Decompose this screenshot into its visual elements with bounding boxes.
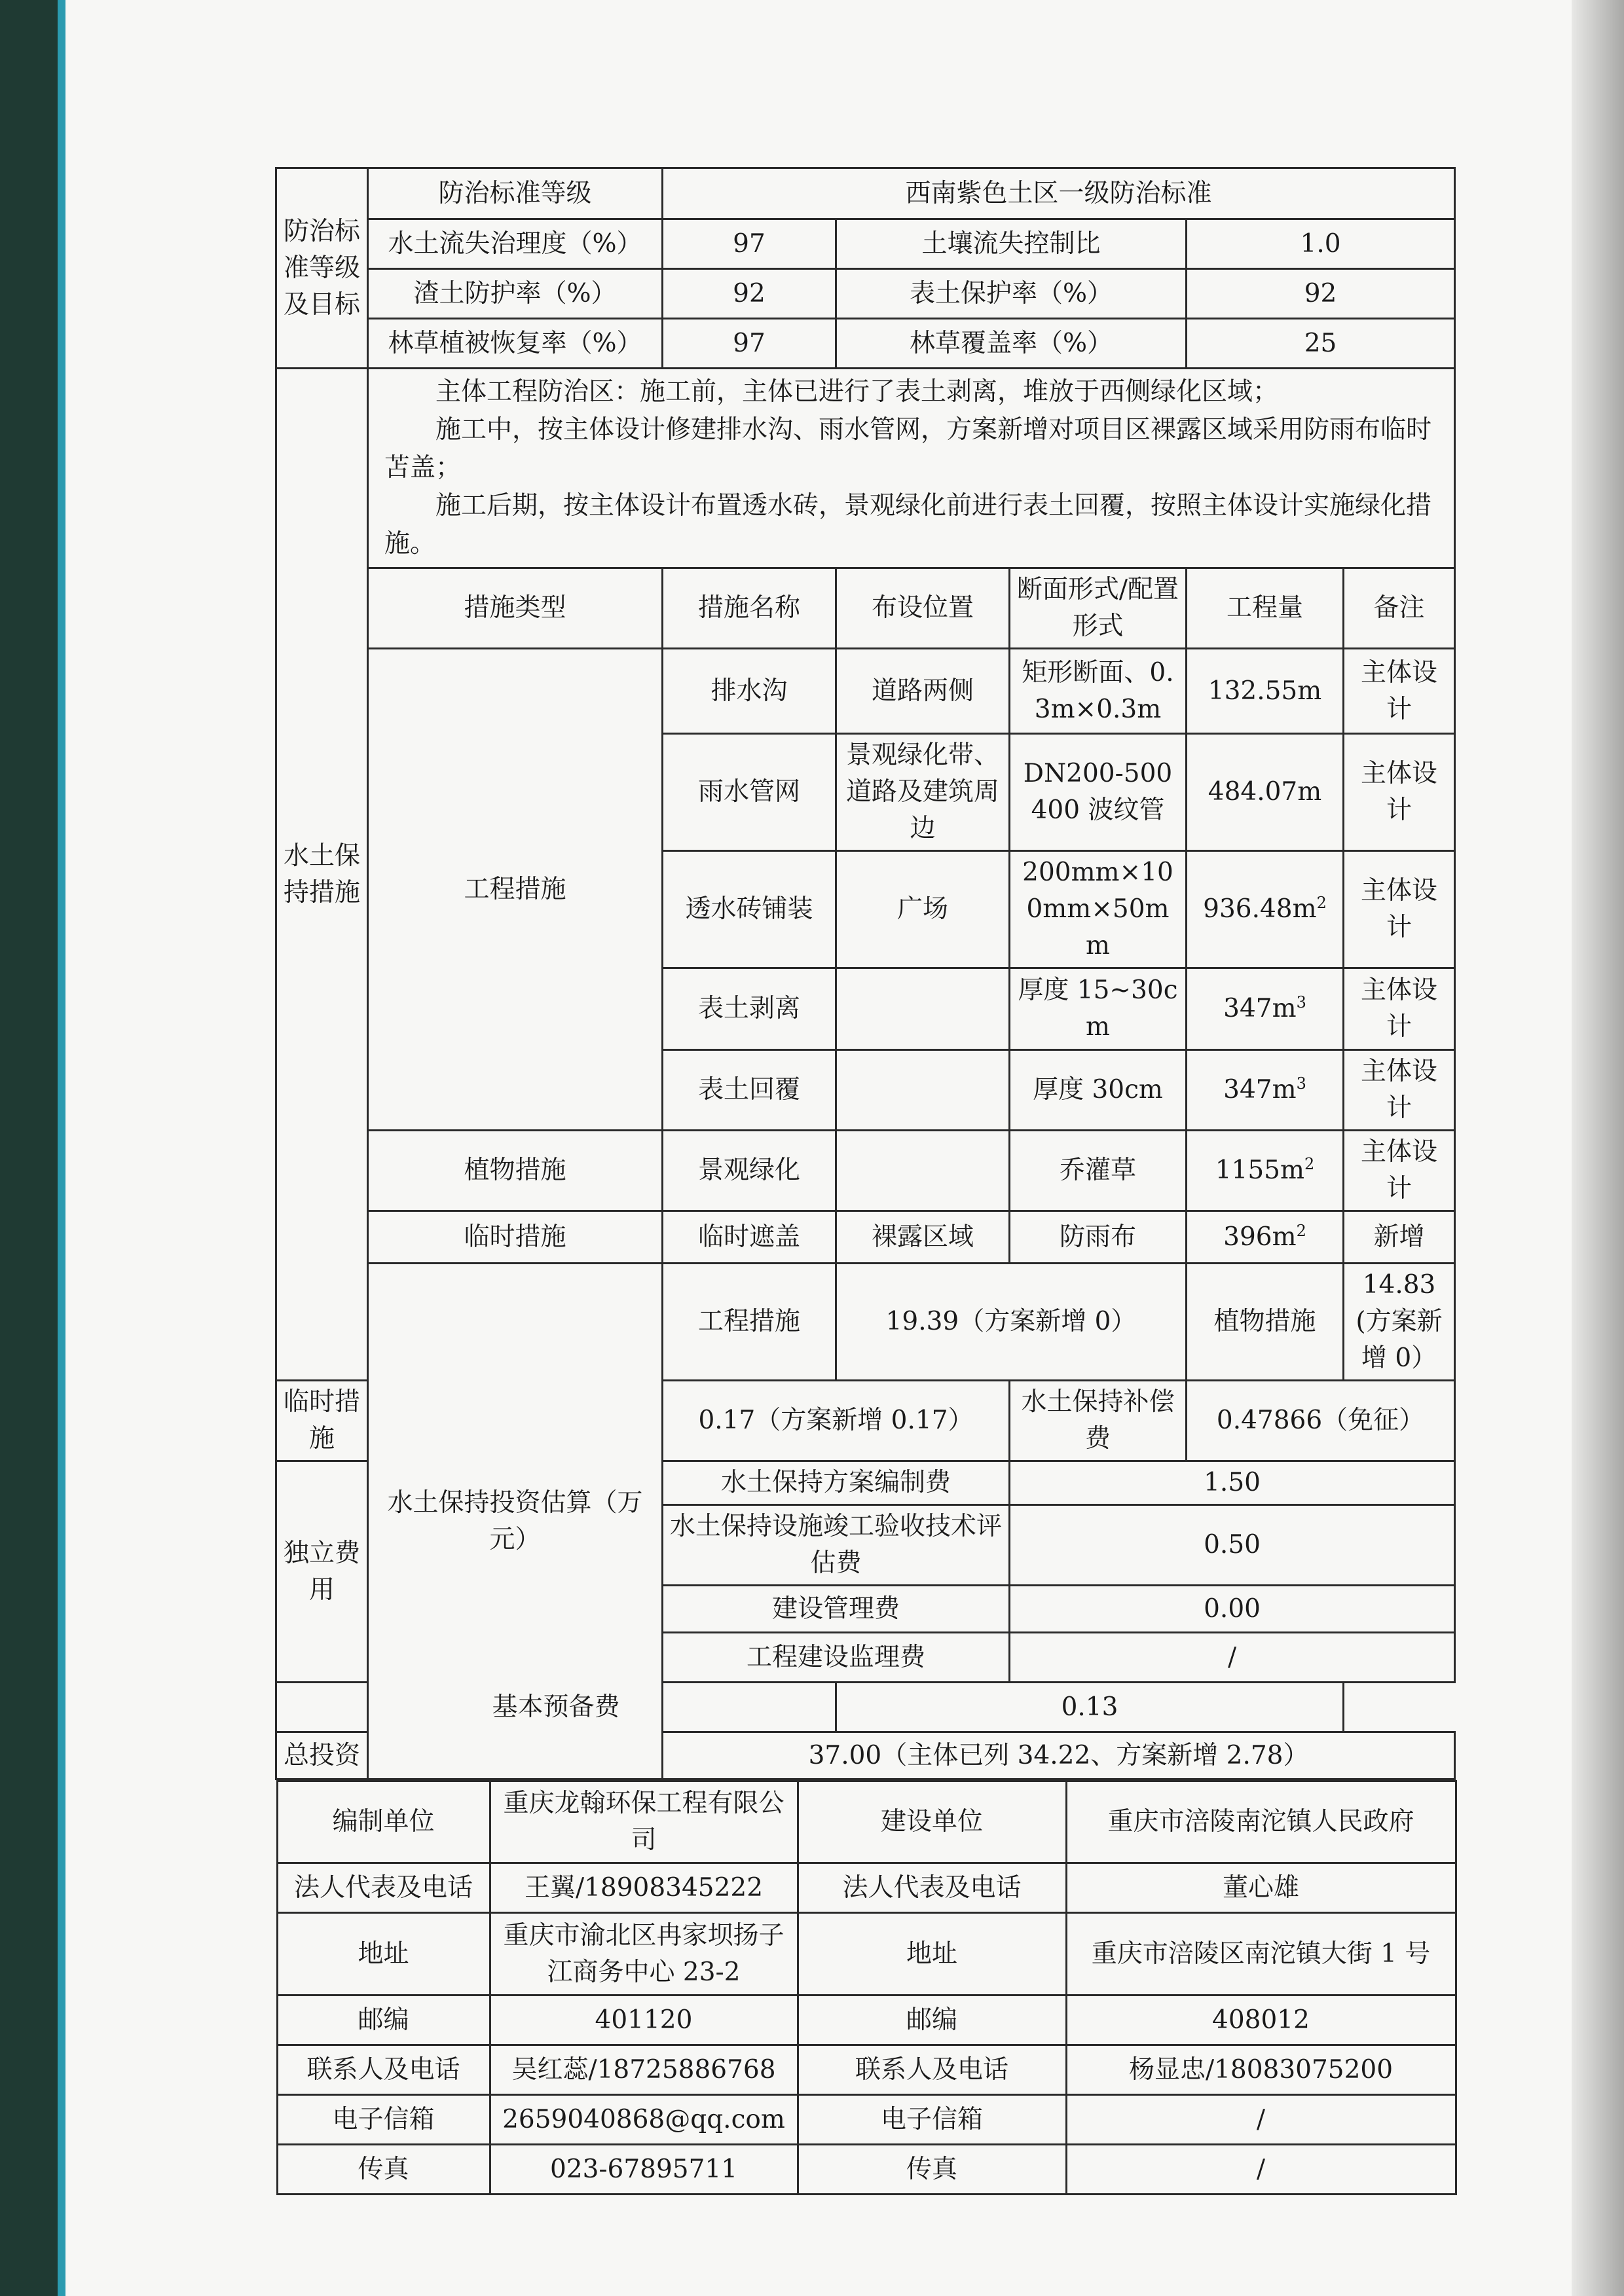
measure-location [836, 1131, 1010, 1211]
contact-value: 重庆市涪陵区南沱镇大街 1 号 [1066, 1913, 1456, 1995]
contact-table [276, 1780, 1457, 2195]
contact-row [277, 1863, 1456, 1913]
target-value: 92 [1187, 269, 1455, 319]
contact-row [277, 2145, 1456, 2195]
measures-description [368, 369, 1455, 568]
measure-note: 主体设计 [1344, 1131, 1455, 1211]
contact-row [277, 2095, 1456, 2145]
measure-qty [1187, 851, 1344, 968]
target-value: 97 [663, 219, 836, 269]
contact-label: 编制单位 [277, 1781, 490, 1863]
invest-value: 19.39（方案新增 0） [836, 1264, 1187, 1381]
target-row [276, 319, 1455, 369]
contact-label: 邮编 [798, 1995, 1066, 2045]
plant-measure-row [276, 1131, 1455, 1211]
contact-value: 401120 [490, 1995, 798, 2045]
measure-type: 临时措施 [368, 1211, 663, 1264]
contact-row [276, 1779, 1455, 2196]
measure-name: 表土剥离 [663, 968, 836, 1050]
contact-label: 传真 [798, 2145, 1066, 2195]
qty-number: 396m [1223, 1222, 1297, 1252]
header-cell: 断面形式/配置形式 [1010, 568, 1187, 649]
target-value: 1.0 [1187, 219, 1455, 269]
contact-value: 408012 [1066, 1995, 1456, 2045]
invest-label: 水土保持补偿费 [1010, 1381, 1187, 1461]
measure-qty [1187, 1131, 1344, 1211]
qty-number: 347m [1223, 1075, 1297, 1104]
fee-value: / [1010, 1633, 1455, 1683]
measure-name: 景观绿化 [663, 1131, 836, 1211]
contact-row [277, 1913, 1456, 1995]
total-label: 总投资 [276, 1732, 368, 1779]
contact-label: 建设单位 [798, 1781, 1066, 1863]
target-value: 97 [663, 319, 836, 369]
fee-label: 建设管理费 [663, 1586, 1010, 1633]
measure-form: 厚度 15~30cm [1010, 968, 1187, 1050]
measure-name: 临时遮盖 [663, 1211, 836, 1264]
target-value: 25 [1187, 319, 1455, 369]
fee-value: 0.00 [1010, 1586, 1455, 1633]
contact-value: 董心雄 [1066, 1863, 1456, 1913]
header-cell: 布设位置 [836, 568, 1010, 649]
target-value: 92 [663, 269, 836, 319]
invest-value: 0.17（方案新增 0.17） [663, 1381, 1010, 1461]
contact-value: 重庆市渝北区冉家坝扬子江商务中心 23-2 [490, 1913, 798, 1995]
measure-note: 主体设计 [1344, 734, 1455, 851]
target-label: 渣土防护率（%） [368, 269, 663, 319]
measure-location: 道路两侧 [836, 649, 1010, 734]
target-label: 表土保护率（%） [836, 269, 1187, 319]
target-label: 水土流失治理度（%） [368, 219, 663, 269]
contact-label: 联系人及电话 [277, 2045, 490, 2095]
measure-note: 主体设计 [1344, 649, 1455, 734]
reserve-value: 0.13 [836, 1683, 1344, 1732]
measure-location [836, 1050, 1010, 1131]
contact-row [277, 1995, 1456, 2045]
grade-value: 西南紫色土区一级防治标准 [663, 168, 1455, 219]
measure-note: 主体设计 [1344, 1050, 1455, 1131]
target-row [276, 219, 1455, 269]
header-cell: 工程量 [1187, 568, 1344, 649]
header-cell: 措施类型 [368, 568, 663, 649]
target-row [276, 269, 1455, 319]
measure-qty: 484.07m [1187, 734, 1344, 851]
qty-number: 1155m [1215, 1156, 1304, 1185]
qty-unit-exponent: 3 [1296, 993, 1306, 1011]
measure-form: 防雨布 [1010, 1211, 1187, 1264]
temp-measure-row [276, 1211, 1455, 1264]
target-label: 林草覆盖率（%） [836, 319, 1187, 369]
measure-note: 主体设计 [1344, 968, 1455, 1050]
measure-form: 厚度 30cm [1010, 1050, 1187, 1131]
measure-name: 雨水管网 [663, 734, 836, 851]
contact-label: 传真 [277, 2145, 490, 2195]
measure-form: 矩形断面、0.3m×0.3m [1010, 649, 1187, 734]
investment-section-label: 水土保持投资估算（万元） [368, 1264, 663, 1779]
invest-label: 植物措施 [1187, 1264, 1344, 1381]
fee-value: 1.50 [1010, 1461, 1455, 1505]
header-cell: 措施名称 [663, 568, 836, 649]
fee-value: 0.50 [1010, 1505, 1455, 1586]
description-paragraph: 主体工程防治区：施工前，主体已进行了表土剥离，堆放于西侧绿化区域； [435, 377, 1279, 407]
contact-label: 地址 [798, 1913, 1066, 1995]
measures-header-row [276, 568, 1455, 649]
contact-value: 2659040868@qq.com [490, 2095, 798, 2145]
contact-label: 电子信箱 [277, 2095, 490, 2145]
measure-qty: 132.55m [1187, 649, 1344, 734]
standard-section-label: 防治标准等级及目标 [276, 168, 368, 369]
contact-label: 邮编 [277, 1995, 490, 2045]
qty-number: 936.48m [1203, 894, 1317, 924]
measure-note: 主体设计 [1344, 851, 1455, 968]
contact-value: 王翼/18908345222 [490, 1863, 798, 1913]
measure-note: 新增 [1344, 1211, 1455, 1264]
measure-name: 透水砖铺装 [663, 851, 836, 968]
engineering-type: 工程措施 [368, 649, 663, 1131]
header-cell: 备注 [1344, 568, 1455, 649]
measure-type: 植物措施 [368, 1131, 663, 1211]
invest-label: 临时措施 [276, 1381, 368, 1461]
water-soil-conservation-table [275, 167, 1456, 2195]
measures-description-row [276, 369, 1455, 568]
measure-location [836, 968, 1010, 1050]
measure-location: 广场 [836, 851, 1010, 968]
contact-value: 重庆市涪陵南沱镇人民政府 [1066, 1781, 1456, 1863]
qty-unit-exponent: 2 [1304, 1155, 1315, 1173]
description-paragraph: 施工后期，按主体设计布置透水砖，景观绿化前进行表土回覆，按照主体设计实施绿化措施。 [384, 491, 1432, 558]
measure-form: 200mm×100mm×50mm [1010, 851, 1187, 968]
reserve-label: 基本预备费 [276, 1683, 836, 1732]
contact-label: 法人代表及电话 [277, 1863, 490, 1913]
measure-name: 表土回覆 [663, 1050, 836, 1131]
measure-form: DN200-500 400 波纹管 [1010, 734, 1187, 851]
contact-row [277, 1781, 1456, 1863]
contact-row [277, 2045, 1456, 2095]
target-label: 林草植被恢复率（%） [368, 319, 663, 369]
grade-label: 防治标准等级 [368, 168, 663, 219]
contact-label: 联系人及电话 [798, 2045, 1066, 2095]
contact-label: 法人代表及电话 [798, 1863, 1066, 1913]
target-label: 土壤流失控制比 [836, 219, 1187, 269]
measure-qty [1187, 1211, 1344, 1264]
standard-grade-row [276, 168, 1455, 219]
measure-location: 裸露区域 [836, 1211, 1010, 1264]
invest-value: 0.47866（免征） [1187, 1381, 1455, 1461]
invest-value: 14.83(方案新增 0） [1344, 1264, 1455, 1381]
measure-form: 乔灌草 [1010, 1131, 1187, 1211]
qty-unit-exponent: 2 [1316, 894, 1327, 912]
qty-unit-exponent: 3 [1296, 1074, 1306, 1093]
independent-label: 独立费用 [276, 1461, 368, 1683]
invest-engineering-row [276, 1264, 1455, 1381]
contact-value: 杨显忠/18083075200 [1066, 2045, 1456, 2095]
contact-label: 电子信箱 [798, 2095, 1066, 2145]
measure-row [276, 649, 1455, 734]
contact-table-wrap [276, 1779, 1455, 2196]
measure-name: 排水沟 [663, 649, 836, 734]
fee-label: 水土保持设施竣工验收技术评估费 [663, 1505, 1010, 1586]
measures-section-label: 水土保持措施 [276, 369, 368, 1381]
contact-value: 重庆龙翰环保工程有限公司 [490, 1781, 798, 1863]
page-edge-shadow [1572, 0, 1624, 2296]
contact-value: 吴红蕊/18725886768 [490, 2045, 798, 2095]
qty-unit-exponent: 2 [1296, 1221, 1306, 1240]
qty-number: 347m [1223, 994, 1297, 1023]
measure-qty [1187, 1050, 1344, 1131]
fee-label: 水土保持方案编制费 [663, 1461, 1010, 1505]
measure-qty [1187, 968, 1344, 1050]
contact-label: 地址 [277, 1913, 490, 1995]
contact-value: 023-67895711 [490, 2145, 798, 2195]
reserve-row [276, 1683, 1455, 1732]
fee-label: 工程建设监理费 [663, 1633, 1010, 1683]
description-paragraph: 施工中，按主体设计修建排水沟、雨水管网，方案新增对项目区裸露区域采用防雨布临时苫盖； [384, 415, 1432, 483]
contact-value: / [1066, 2095, 1456, 2145]
invest-label: 工程措施 [663, 1264, 836, 1381]
measure-location: 景观绿化带、道路及建筑周边 [836, 734, 1010, 851]
total-value: 37.00（主体已列 34.22、方案新增 2.78） [663, 1732, 1455, 1779]
contact-value: / [1066, 2145, 1456, 2195]
